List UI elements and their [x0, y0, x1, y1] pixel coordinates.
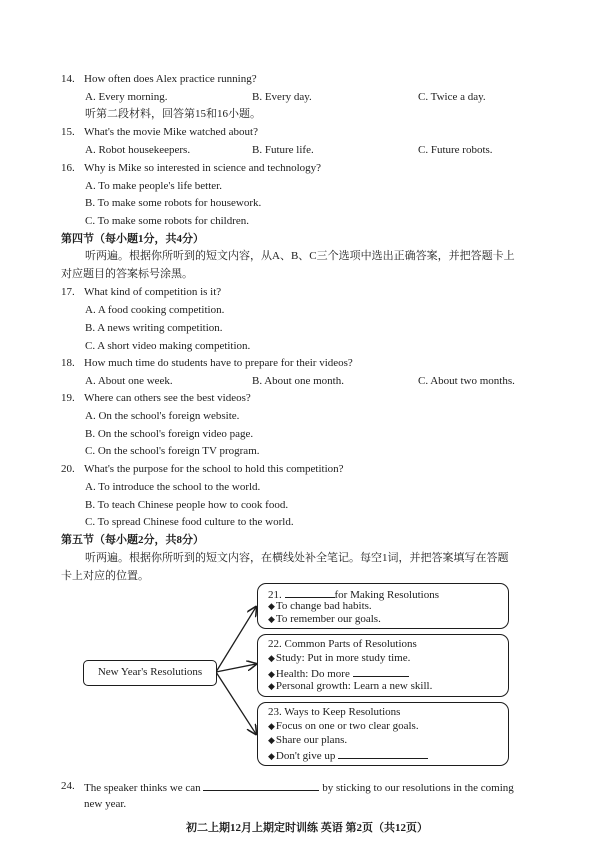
question-18-text: How much time do students have to prepare for their videos? — [84, 357, 353, 369]
box-21-item-1 — [268, 600, 372, 613]
answer-blank-23[interactable] — [338, 748, 428, 759]
box-22-item-2 — [268, 666, 409, 681]
question-14-option-c: C. Twice a day. — [418, 91, 486, 103]
passage-2-instruction: 听第二段材料，回答第15和16小题。 — [85, 108, 261, 120]
arrow-to-box-22 — [216, 664, 256, 672]
question-17-option-a: A. A food cooking competition. — [85, 304, 225, 316]
diagram-root-label: New Year's Resolutions — [97, 666, 203, 678]
box-23-item-3 — [268, 748, 428, 763]
diamond-bullet-icon: ◆ — [268, 681, 275, 691]
question-16-option-a: A. To make people's life better. — [85, 180, 222, 192]
question-19-option-a: A. On the school's foreign website. — [85, 410, 240, 422]
box-22-item-3 — [268, 680, 432, 693]
question-20-number: 20. — [61, 463, 75, 475]
box-21-title-suffix: for Making Resolutions — [334, 589, 439, 601]
box-21-number: 21. — [268, 589, 282, 601]
question-14-number: 14. — [61, 73, 75, 85]
section-4-instruction-line-1: 听两遍。根据你所听到的短文内容，从A、B、C三个选项中选出正确答案，并把答题卡上 — [85, 250, 515, 262]
page-footer: 初二上期12月上期定时训练 英语 第2页（共12页） — [186, 822, 428, 834]
arrow-to-box-21 — [216, 607, 256, 672]
diagram-root-box — [83, 660, 217, 686]
question-15-number: 15. — [61, 126, 75, 138]
question-24-number: 24. — [61, 780, 75, 792]
section-5-title: 第五节（每小题2分，共8分） — [61, 534, 204, 546]
diamond-bullet-icon: ◆ — [268, 614, 275, 624]
box-22-item-3-text: Personal growth: Learn a new skill. — [275, 680, 433, 692]
box-22-item-1-text: Study: Put in more study time. — [275, 652, 411, 664]
section-4-instruction-line-2: 对应题目的答案标号涂黑。 — [61, 268, 193, 280]
question-19-text: Where can others see the best videos? — [84, 392, 251, 404]
question-16-text: Why is Mike so interested in science and technology? — [84, 162, 322, 174]
question-24-text-before: The speaker thinks we can — [84, 782, 201, 794]
question-18-option-a: A. About one week. — [85, 375, 173, 387]
question-19-option-c: C. On the school's foreign TV program. — [85, 445, 260, 457]
box-23-item-1 — [268, 720, 419, 733]
section-5-instruction-line-1: 听两遍。根据你所听到的短文内容，在横线处补全笔记。每空1词，并把答案填写在答题 — [85, 552, 509, 564]
question-17-text: What kind of competition is it? — [84, 286, 222, 298]
question-20-option-c: C. To spread Chinese food culture to the world. — [85, 516, 294, 528]
answer-blank-21[interactable] — [285, 587, 335, 598]
section-5-instruction-line-2: 卡上对应的位置。 — [61, 570, 149, 582]
question-15-option-c: C. Future robots. — [418, 144, 493, 156]
question-14-text: How often does Alex practice running? — [84, 73, 257, 85]
question-15-option-a: A. Robot housekeepers. — [85, 144, 191, 156]
section-4-title: 第四节（每小题1分，共4分） — [61, 233, 204, 245]
question-14-option-a: A. Every morning. — [85, 91, 168, 103]
box-23-item-2 — [268, 734, 347, 747]
box-21-item-2 — [268, 613, 381, 626]
question-15-text: What's the movie Mike watched about? — [84, 126, 258, 138]
diamond-bullet-icon: ◆ — [268, 721, 275, 731]
diamond-bullet-icon: ◆ — [268, 601, 275, 611]
diamond-bullet-icon: ◆ — [268, 751, 275, 761]
answer-blank-24[interactable] — [203, 780, 319, 791]
question-15-option-b: B. Future life. — [252, 144, 314, 156]
box-22-item-2-text: Health: Do more — [275, 668, 350, 680]
question-17-option-b: B. A news writing competition. — [85, 322, 223, 334]
diamond-bullet-icon: ◆ — [268, 653, 275, 663]
diagram-box-22 — [257, 634, 509, 697]
question-18-number: 18. — [61, 357, 75, 369]
question-24-line-2: new year. — [84, 798, 127, 810]
box-23-item-3-text: Don't give up — [275, 750, 336, 762]
question-24-line-1 — [84, 780, 514, 795]
question-17-option-c: C. A short video making competition. — [85, 340, 251, 352]
question-20-option-b: B. To teach Chinese people how to cook food. — [85, 499, 289, 511]
question-16-option-b: B. To make some robots for housework. — [85, 197, 262, 209]
question-18-option-b: B. About one month. — [252, 375, 344, 387]
box-23-title: 23. Ways to Keep Resolutions — [268, 706, 401, 718]
question-19-number: 19. — [61, 392, 75, 404]
box-22-item-1 — [268, 652, 410, 665]
box-21-item-1-text: To change bad habits. — [275, 600, 372, 612]
question-14-option-b: B. Every day. — [252, 91, 312, 103]
question-20-option-a: A. To introduce the school to the world. — [85, 481, 261, 493]
diagram-box-23 — [257, 702, 509, 766]
answer-blank-22[interactable] — [353, 666, 409, 677]
box-23-item-1-text: Focus on one or two clear goals. — [275, 720, 419, 732]
question-16-number: 16. — [61, 162, 75, 174]
question-20-text: What's the purpose for the school to hold this competition? — [84, 463, 344, 475]
box-22-title: 22. Common Parts of Resolutions — [268, 638, 417, 650]
question-18-option-c: C. About two months. — [418, 375, 515, 387]
arrow-to-box-23 — [216, 672, 256, 734]
question-24-text-after: by sticking to our resolutions in the coming — [322, 782, 514, 794]
box-21-item-2-text: To remember our goals. — [275, 613, 381, 625]
diamond-bullet-icon: ◆ — [268, 735, 275, 745]
question-17-number: 17. — [61, 286, 75, 298]
question-16-option-c: C. To make some robots for children. — [85, 215, 249, 227]
question-19-option-b: B. On the school's foreign video page. — [85, 428, 254, 440]
box-23-item-2-text: Share our plans. — [275, 734, 348, 746]
diamond-bullet-icon: ◆ — [268, 669, 275, 679]
diagram-box-21 — [257, 583, 509, 629]
